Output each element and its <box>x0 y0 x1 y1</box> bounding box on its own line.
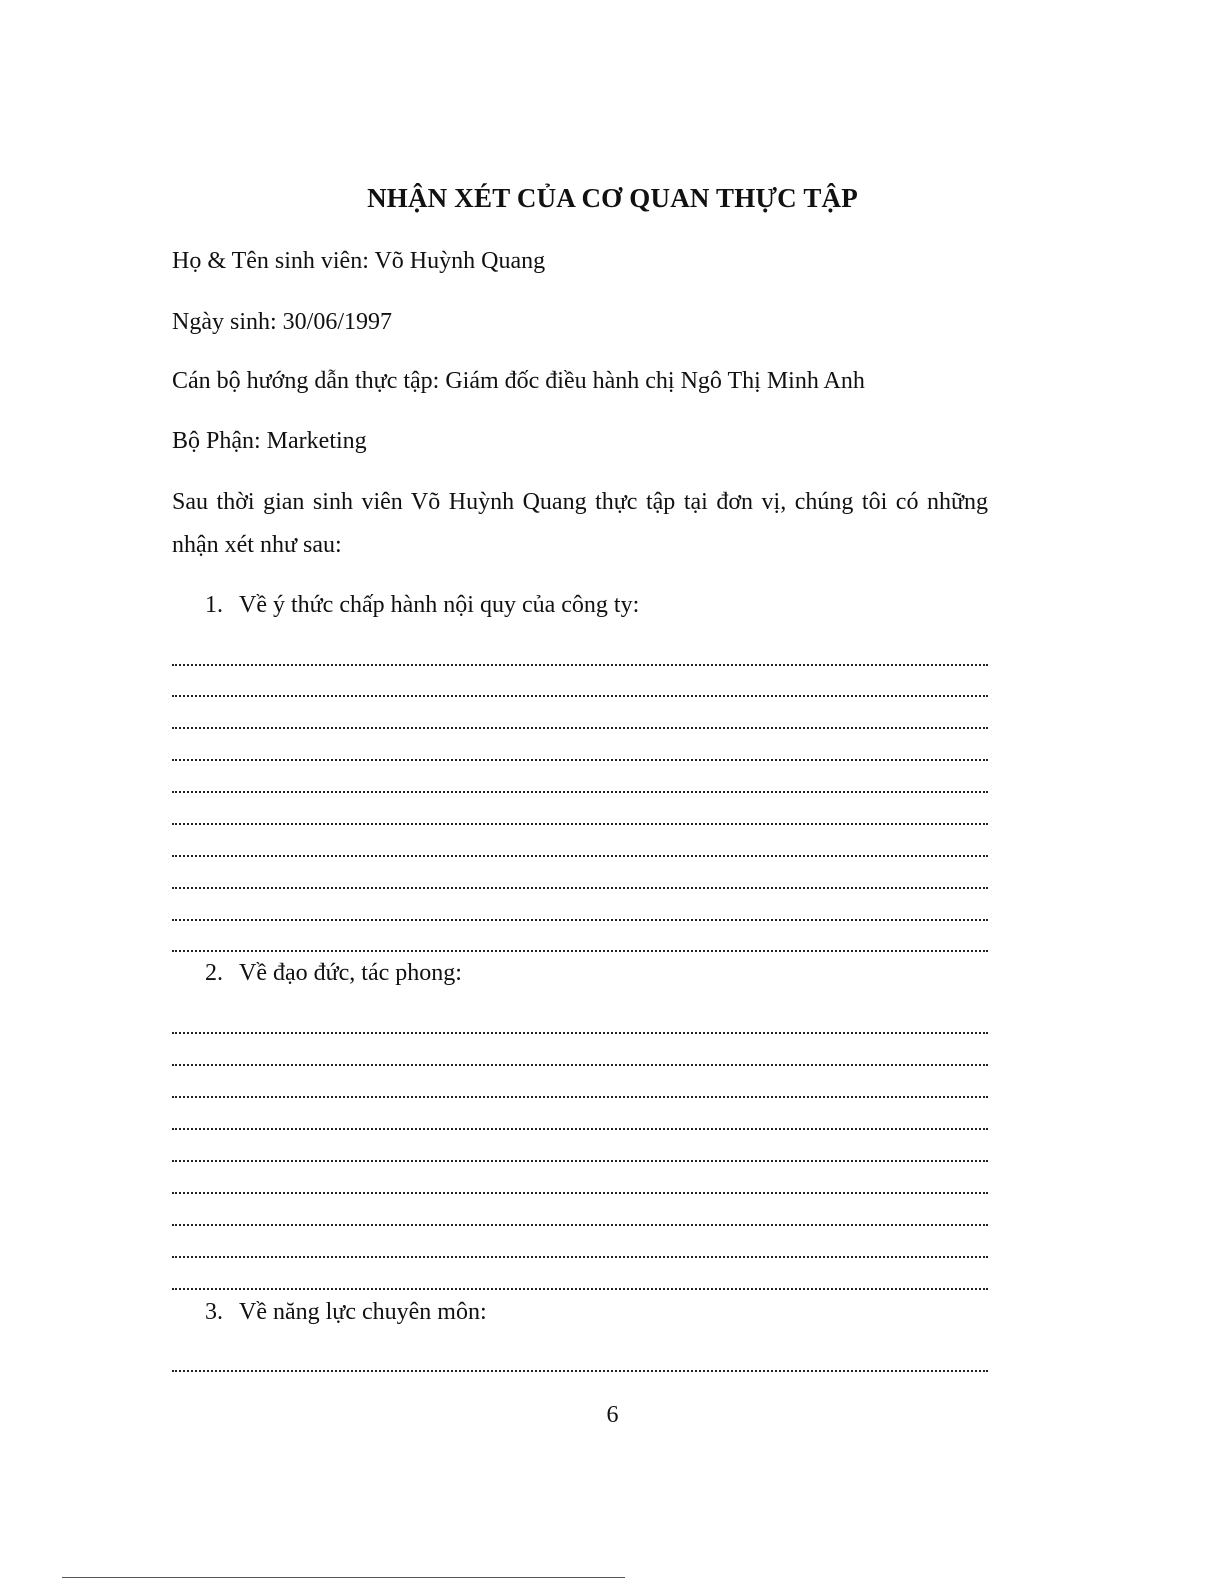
section-2-blank-line <box>172 1218 988 1226</box>
section-3-label: Về năng lực chuyên môn: <box>239 1299 487 1325</box>
page-title: NHẬN XÉT CỦA CƠ QUAN THỰC TẬP <box>367 183 858 213</box>
section-1-blank-line <box>172 753 988 761</box>
section-1-blank-line <box>172 913 988 921</box>
supervisor-line: Cán bộ hướng dẫn thực tập: Giám đốc điều hành chị Ngô Thị Minh Anh <box>172 368 865 394</box>
department-line: Bộ Phận: Marketing <box>172 428 367 454</box>
page-number: 6 <box>606 1402 619 1428</box>
section-2-number: 2. <box>205 960 223 986</box>
section-1-blank-line <box>172 785 988 793</box>
section-2-blank-line <box>172 1090 988 1098</box>
section-1-blank-line <box>172 817 988 825</box>
section-2-blank-line <box>172 1026 988 1034</box>
section-3-blank-line <box>172 1364 988 1372</box>
section-1-blank-line <box>172 944 988 952</box>
section-2-heading <box>205 960 462 987</box>
section-2-blank-line <box>172 1058 988 1066</box>
section-2-blank-line <box>172 1282 988 1290</box>
section-1-label: Về ý thức chấp hành nội quy của công ty: <box>239 592 640 618</box>
intro-paragraph: Sau thời gian sinh viên Võ Huỳnh Quang thực tập tại đơn vị, chúng tôi có những nhận xét như sau: <box>172 489 988 558</box>
section-2-blank-line <box>172 1250 988 1258</box>
section-1-blank-line <box>172 849 988 857</box>
section-2-blank-line <box>172 1154 988 1162</box>
section-1-blank-line <box>172 689 988 697</box>
section-1-blank-line <box>172 721 988 729</box>
bottom-divider <box>62 1577 625 1578</box>
student-name-line: Họ & Tên sinh viên: Võ Huỳnh Quang <box>172 248 546 274</box>
section-2-label: Về đạo đức, tác phong: <box>239 960 462 986</box>
birth-date-line: Ngày sinh: 30/06/1997 <box>172 309 392 335</box>
section-3-number: 3. <box>205 1299 223 1325</box>
section-2-blank-line <box>172 1122 988 1130</box>
section-1-blank-line <box>172 658 988 666</box>
section-1-number: 1. <box>205 592 223 618</box>
section-1-heading <box>205 592 639 619</box>
section-2-blank-line <box>172 1186 988 1194</box>
section-1-blank-line <box>172 881 988 889</box>
section-3-heading <box>205 1299 487 1326</box>
